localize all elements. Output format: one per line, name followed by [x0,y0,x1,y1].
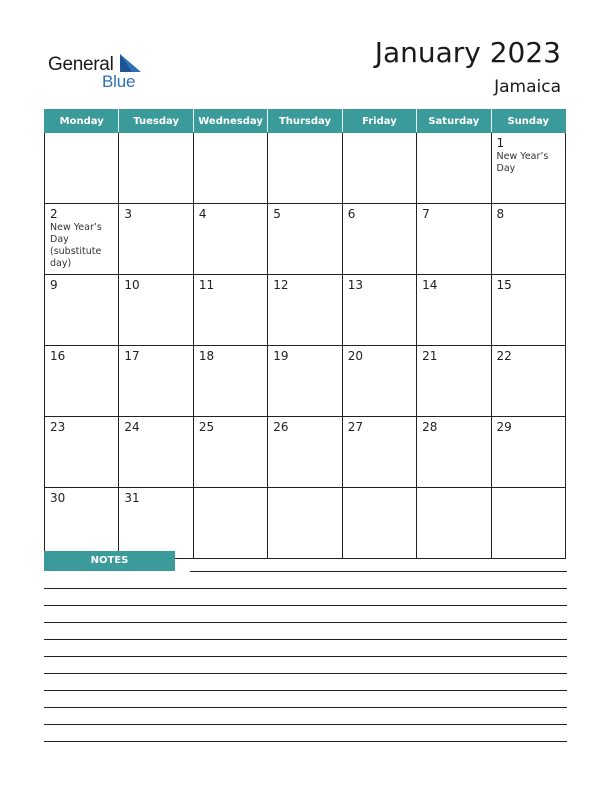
day-cell [119,488,193,559]
notes-line [44,622,567,623]
notes-line [44,724,567,725]
notes-line [44,673,567,674]
day-cell [417,275,491,346]
day-cell [342,488,416,559]
day-cell [193,204,267,275]
day-cell [119,346,193,417]
notes-label: NOTES [44,551,175,571]
notes-line [190,571,567,572]
day-cell [417,346,491,417]
weekday-header: Monday [45,110,119,133]
day-cell [45,204,119,275]
day-number: 15 [496,278,512,292]
day-number: 2 [50,207,58,221]
day-cell [417,417,491,488]
day-number: 29 [496,420,512,434]
weekday-header: Tuesday [119,110,193,133]
weekday-header: Saturday [417,110,491,133]
week-row [45,346,566,417]
day-cell [491,488,565,559]
day-number: 17 [124,349,140,363]
weekday-header: Sunday [491,110,565,133]
notes-line [44,605,567,606]
day-cell [268,417,342,488]
day-cell [342,204,416,275]
day-number: 19 [273,349,289,363]
notes-line [44,707,567,708]
day-cell [268,133,342,204]
notes-line [44,741,567,742]
day-cell [45,488,119,559]
calendar-grid [44,109,566,559]
day-cell [119,133,193,204]
day-cell [491,417,565,488]
day-cell [119,204,193,275]
day-cell [342,346,416,417]
day-cell [193,275,267,346]
day-cell [193,133,267,204]
day-cell [45,346,119,417]
day-number: 27 [347,420,363,434]
weekday-header-row [45,110,566,133]
day-number: 4 [198,207,207,221]
day-number: 26 [273,420,289,434]
day-cell [268,488,342,559]
day-number: 5 [273,207,281,221]
country-name: Jamaica [494,77,561,97]
week-row [45,133,566,204]
weekday-header: Thursday [268,110,342,133]
day-cell [119,275,193,346]
day-cell [342,417,416,488]
day-number: 21 [422,349,438,363]
page-title: January 2023 [374,36,561,69]
day-cell [268,346,342,417]
day-cell [491,133,565,204]
day-number: 9 [50,278,58,292]
holiday-label: New Year’s Day (substitute day) [50,222,102,269]
day-number: 16 [50,349,66,363]
day-number: 31 [124,491,140,505]
day-cell [193,346,267,417]
day-number: 24 [124,420,140,434]
day-number: 28 [422,420,438,434]
day-cell [45,275,119,346]
week-row [45,204,566,275]
week-row [45,417,566,488]
day-number: 23 [50,420,66,434]
day-number: 13 [347,278,363,292]
day-number: 7 [422,207,430,221]
day-cell [417,133,491,204]
day-cell [491,346,565,417]
day-number: 14 [422,278,438,292]
logo-blue-text: Blue [102,72,136,91]
day-cell [491,204,565,275]
weekday-header: Friday [342,110,416,133]
day-number: 20 [347,349,363,363]
notes-line [44,588,567,589]
holiday-label: New Year’s Day [496,151,549,174]
day-number: 10 [124,278,140,292]
day-number: 18 [198,349,215,363]
notes-line [44,639,567,640]
day-number: 12 [273,278,289,292]
day-number: 25 [198,420,215,434]
day-number: 1 [496,136,505,150]
weekday-header: Wednesday [193,110,267,133]
day-number: 6 [347,207,356,221]
day-cell [193,488,267,559]
notes-line [44,656,567,657]
logo-triangle-icon [120,54,142,74]
day-cell [45,133,119,204]
day-cell [342,133,416,204]
day-number: 11 [198,278,215,292]
day-number: 8 [496,207,505,221]
day-cell [268,204,342,275]
day-cell [342,275,416,346]
day-cell [417,204,491,275]
week-row [45,275,566,346]
day-cell [193,417,267,488]
day-cell [45,417,119,488]
day-cell [417,488,491,559]
notes-line [44,690,567,691]
week-row [45,488,566,559]
day-number: 22 [496,349,512,363]
day-number: 30 [50,491,66,505]
generalblue-logo [48,52,158,92]
day-cell [491,275,565,346]
day-cell [119,417,193,488]
day-cell [268,275,342,346]
day-number: 3 [124,207,133,221]
logo-general-text: General [48,54,114,75]
